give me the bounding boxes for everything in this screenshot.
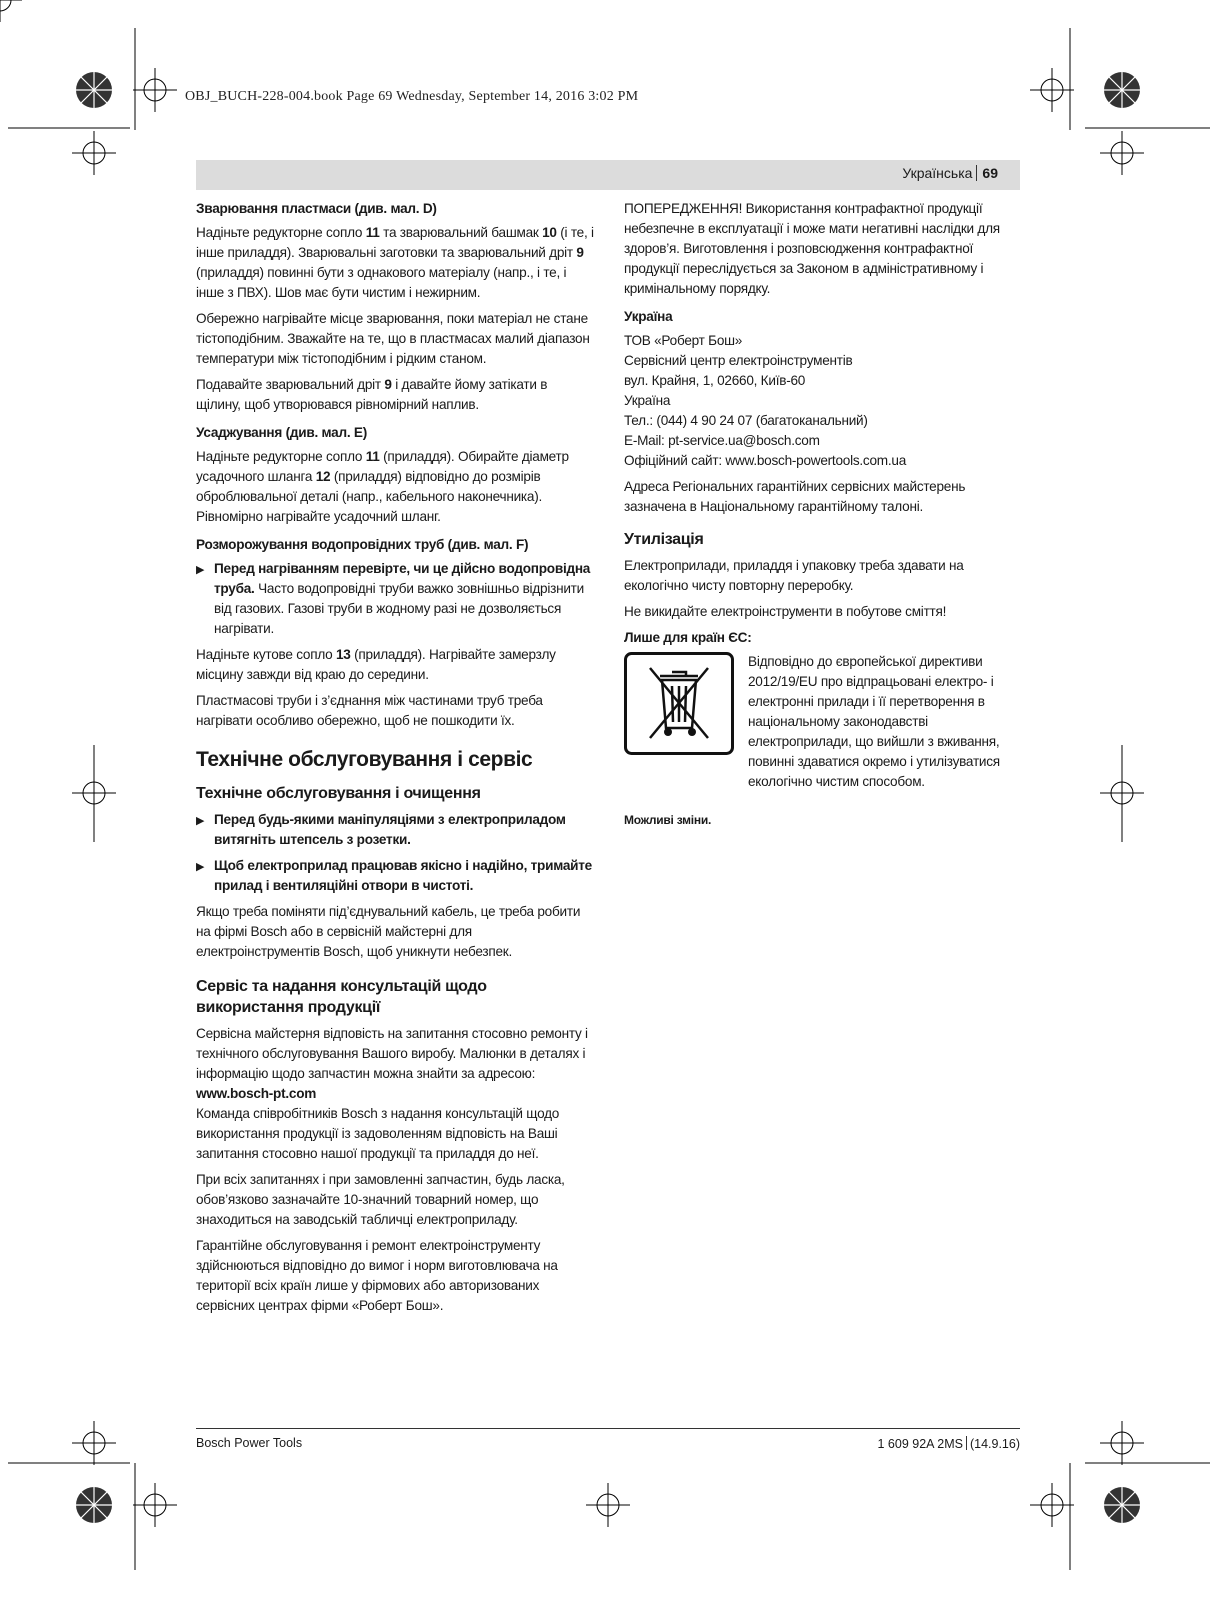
weee-block xyxy=(624,652,1020,792)
consulting-text: Сервісна майстерня відповість на запитання стосовно ремонту і технічного обслуговування Вашого виробу. Малюнки в деталях і інформацію щодо запчастин можна знайти за адресою: xyxy=(196,1026,588,1081)
bullet-triangle-icon: ▶ xyxy=(196,564,205,576)
paragraph-team: Команда співробітників Bosch з надання консультацій щодо використання продукції із задоволенням відповість на Ваші запитання стосовно нашої продукції та приладдя до неї. xyxy=(196,1106,560,1161)
paragraph-cable: Якщо треба поміняти під’єднувальний кабель, це треба робити на фірмі Bosch або в сервісній майстерні для електроінструментів Bosch, щоб уникнути небезпек. xyxy=(196,904,581,959)
address-line: Україна xyxy=(624,393,671,408)
bold-run: 9 xyxy=(576,245,584,260)
bullet-triangle-icon: ▶ xyxy=(196,861,205,873)
header-separator xyxy=(976,165,977,181)
paragraph-disposal-2: Не викидайте електроінструменти в побутове сміття! xyxy=(624,604,947,619)
paragraph-welding-3: Подавайте зварювальний дріт 9 і давайте йому затікати в щілину, щоб утворювався рівномірний наплив. xyxy=(196,377,548,412)
paragraph-warning: ПОПЕРЕДЖЕННЯ! Використання контрафактної продукції небезпечне в експлуатації і може мати негативні наслідки для здоров’я. Виготовлення і розповсюдження контрафактної продукції переслідується за Законом в адміністративному і кримінальному порядку. xyxy=(624,201,1000,296)
right-column xyxy=(624,199,1020,830)
page-number: 69 xyxy=(982,165,998,181)
page-header xyxy=(902,165,998,181)
heading-service-consulting: Сервіс та надання консультацій щодо використання продукції xyxy=(196,978,487,1016)
crossed-out-wheelie-bin-icon xyxy=(624,652,734,755)
address-line: Сервісний центр електроінструментів xyxy=(624,353,853,368)
paragraph-welding-2: Обережно нагрівайте місце зварювання, поки матеріал не стане тістоподібним. Зважайте на те, що в пластмасах малий діапазон температури між тістоподібним і рідким станом. xyxy=(196,311,590,366)
bullet-unplug-text: Перед будь-якими маніпуляціями з електроприладом витягніть штепсель з розетки. xyxy=(214,812,566,847)
address-line: Тел.: (044) 4 90 24 07 (багатоканальний) xyxy=(624,413,868,428)
bold-run: 10 xyxy=(542,225,557,240)
paragraph-regional: Адреса Регіональних гарантійних сервісних майстерень зазначена в Національному гарантійному талоні. xyxy=(624,479,966,514)
bullet-vents-text: Щоб електроприлад працював якісно і надійно, тримайте прилад і вентиляційні отвори в чистоті. xyxy=(214,858,592,893)
footer-product-code: 1 609 92A 2MS xyxy=(877,1437,963,1451)
bullet-thaw xyxy=(196,559,594,639)
bullet-triangle-icon: ▶ xyxy=(196,815,205,827)
bold-run: Перед нагріванням перевірте, чи це дійсно водопровідна труба. xyxy=(214,561,591,596)
heading-eu-only: Лише для країн ЄС: xyxy=(624,630,752,645)
heading-maintenance-cleaning: Технічне обслуговування і очищення xyxy=(196,785,481,802)
heading-disposal: Утилізація xyxy=(624,531,704,548)
footer-separator xyxy=(966,1436,967,1450)
bold-run: 9 xyxy=(384,377,392,392)
service-address xyxy=(624,331,1020,471)
address-line: ТОВ «Роберт Бош» xyxy=(624,333,743,348)
footer-date: (14.9.16) xyxy=(969,1437,1020,1451)
weee-text: Відповідно до європейської директиви 2012/19/EU про відпрацьовані електро- і електронні прилади і її перетворення в національному законодавстві електроприлади, що вийшли з вживання, повинні здаватися окремо і утилізуватися екологічно чистим способом. xyxy=(748,654,1000,789)
changes-note: Можливі зміни. xyxy=(624,813,712,827)
print-slug: OBJ_BUCH-228-004.book Page 69 Wednesday, September 14, 2016 3:02 PM xyxy=(185,89,639,104)
footer-brand: Bosch Power Tools xyxy=(196,1436,303,1450)
bullet-unplug xyxy=(196,810,594,850)
paragraph-parts: При всіх запитаннях і при замовленні запчастин, будь ласка, обов’язково зазначайте 10-значний товарний номер, що знаходиться на заводській табличці електроприладу. xyxy=(196,1172,565,1227)
paragraph-thaw-2: Пластмасові труби і з’єднання між частинами труб треба нагрівати особливо обережно, щоб не пошкодити їх. xyxy=(196,693,543,728)
address-line: Офіційний сайт: www.bosch-powertools.com.ua xyxy=(624,453,906,468)
footer-code xyxy=(877,1436,1020,1451)
heading-maintenance-service: Технічне обслуговування і сервіс xyxy=(196,748,533,771)
bold-run: 11 xyxy=(365,225,380,240)
paragraph-thaw-1: Надіньте кутове сопло 13 (приладдя). Нагрівайте замерзлу місцину завжди від краю до середини. xyxy=(196,647,556,682)
bullet-vents xyxy=(196,856,594,896)
paragraph-consulting xyxy=(196,1024,594,1104)
header-bar xyxy=(196,160,1020,190)
bold-run: 13 xyxy=(336,647,351,662)
header-language: Українська xyxy=(902,165,973,181)
paragraph-warranty: Гарантійне обслуговування і ремонт електроінструменту здійснюються відповідно до вимог і норм виготовлювача на території всіх країн лише у фірмових або авторизованих сервісних центрах фірми «Роберт Бош». xyxy=(196,1238,558,1313)
heading-ukraine: Україна xyxy=(624,309,673,324)
address-line: вул. Крайня, 1, 02660, Київ-60 xyxy=(624,373,806,388)
heading-shrink: Усаджування (див. мал. E) xyxy=(196,425,367,440)
paragraph-disposal-1: Електроприлади, приладдя і упаковку треба здавати на екологічно чисту повторну переробку. xyxy=(624,558,964,593)
address-line: E-Mail: pt-service.ua@bosch.com xyxy=(624,433,820,448)
paragraph-welding-1: Надіньте редукторне сопло 11 та зварювальний башмак 10 (і те, і інше приладдя). Зварювальні заготовки та зварювальний дріт 9 (приладдя) повинні бути з однакового матеріалу (напр., і те, і інше з ПВХ). Шов має бути чистим і нежирним. xyxy=(196,225,594,300)
bold-run: 12 xyxy=(315,469,331,484)
bullet-thaw-text: Перед нагріванням перевірте, чи це дійсно водопровідна труба. Часто водопровідні труби важко зовнішньо відрізнити від газових. Газові труби в жодному разі не дозволяється нагрівати. xyxy=(214,561,591,636)
heading-welding: Зварювання пластмаси (див. мал. D) xyxy=(196,201,437,216)
footer-rule xyxy=(196,1428,1020,1429)
bosch-url: www.bosch-pt.com xyxy=(196,1086,317,1101)
paragraph-shrink: Надіньте редукторне сопло 11 (приладдя). Обирайте діаметр усадочного шланга 12 (приладдя) відповідно до розмірів оброблювальної деталі (напр., кабельного наконечника). Рівномірно нагрівайте усадочний шланг. xyxy=(196,449,569,524)
heading-thaw: Розморожування водопровідних труб (див. мал. F) xyxy=(196,537,529,552)
left-column xyxy=(196,199,594,1322)
bold-run: 11 xyxy=(365,449,380,464)
